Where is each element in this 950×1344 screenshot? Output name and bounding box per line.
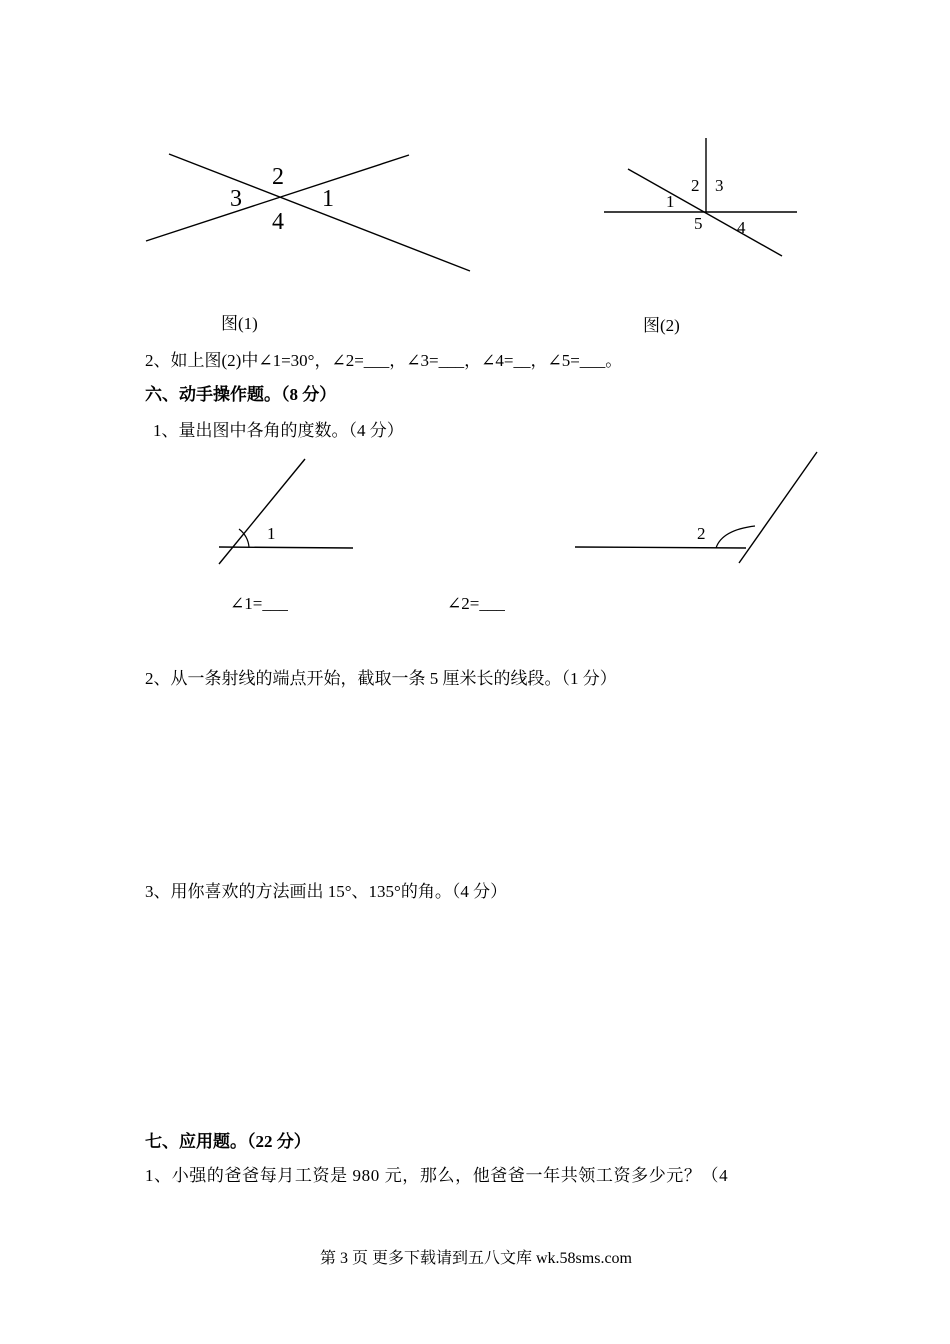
figure-2-angle-2: 2	[691, 176, 700, 195]
angle-2-slanted-ray	[739, 452, 817, 563]
figure-2-angle-4: 4	[737, 218, 746, 237]
figure-1-caption: 图(1)	[221, 314, 258, 333]
angle-2-label: 2	[697, 524, 706, 543]
page-footer: 第 3 页 更多下载请到五八文库 wk.58sms.com	[320, 1250, 633, 1267]
figure-2-angle-1: 1	[666, 192, 675, 211]
section-7-question-1: 1、小强的爸爸每月工资是 980 元，那么，他爸爸一年共领工资多少元？（4	[145, 1166, 729, 1185]
figure-2-angle-5: 5	[694, 214, 703, 233]
figure-1-line-a	[169, 154, 470, 271]
figure-1-angle-4: 4	[272, 209, 284, 235]
angle-1-label: 1	[267, 524, 276, 543]
angle-2-arc	[716, 526, 755, 548]
figure-2-angle-3: 3	[715, 176, 724, 195]
figure-2-caption: 图(2)	[643, 316, 680, 335]
angle-2-answer: ∠2=___	[447, 594, 505, 613]
angle-1-slanted-ray	[219, 459, 305, 564]
section-6-title: 六、动手操作题。（8 分）	[145, 385, 337, 404]
angle-2-base-ray	[575, 547, 746, 548]
figure-1-angle-3: 3	[230, 186, 242, 212]
angle-1-answer: ∠1=___	[230, 594, 288, 613]
question-2-angles: 2、如上图(2)中∠1=30°，∠2=___，∠3=___，∠4=__，∠5=___。	[145, 351, 623, 370]
angle-1-base-ray	[219, 547, 353, 548]
section-7-title: 七、应用题。（22 分）	[145, 1132, 311, 1151]
figure-1-angle-2: 2	[272, 164, 284, 190]
section-6-question-1: 1、量出图中各角的度数。（4 分）	[153, 421, 404, 440]
section-6-question-2: 2、从一条射线的端点开始，截取一条 5 厘米长的线段。（1 分）	[145, 669, 617, 688]
section-6-question-3: 3、用你喜欢的方法画出 15°、135°的角。（4 分）	[145, 882, 508, 901]
figure-1-angle-1: 1	[322, 186, 334, 212]
